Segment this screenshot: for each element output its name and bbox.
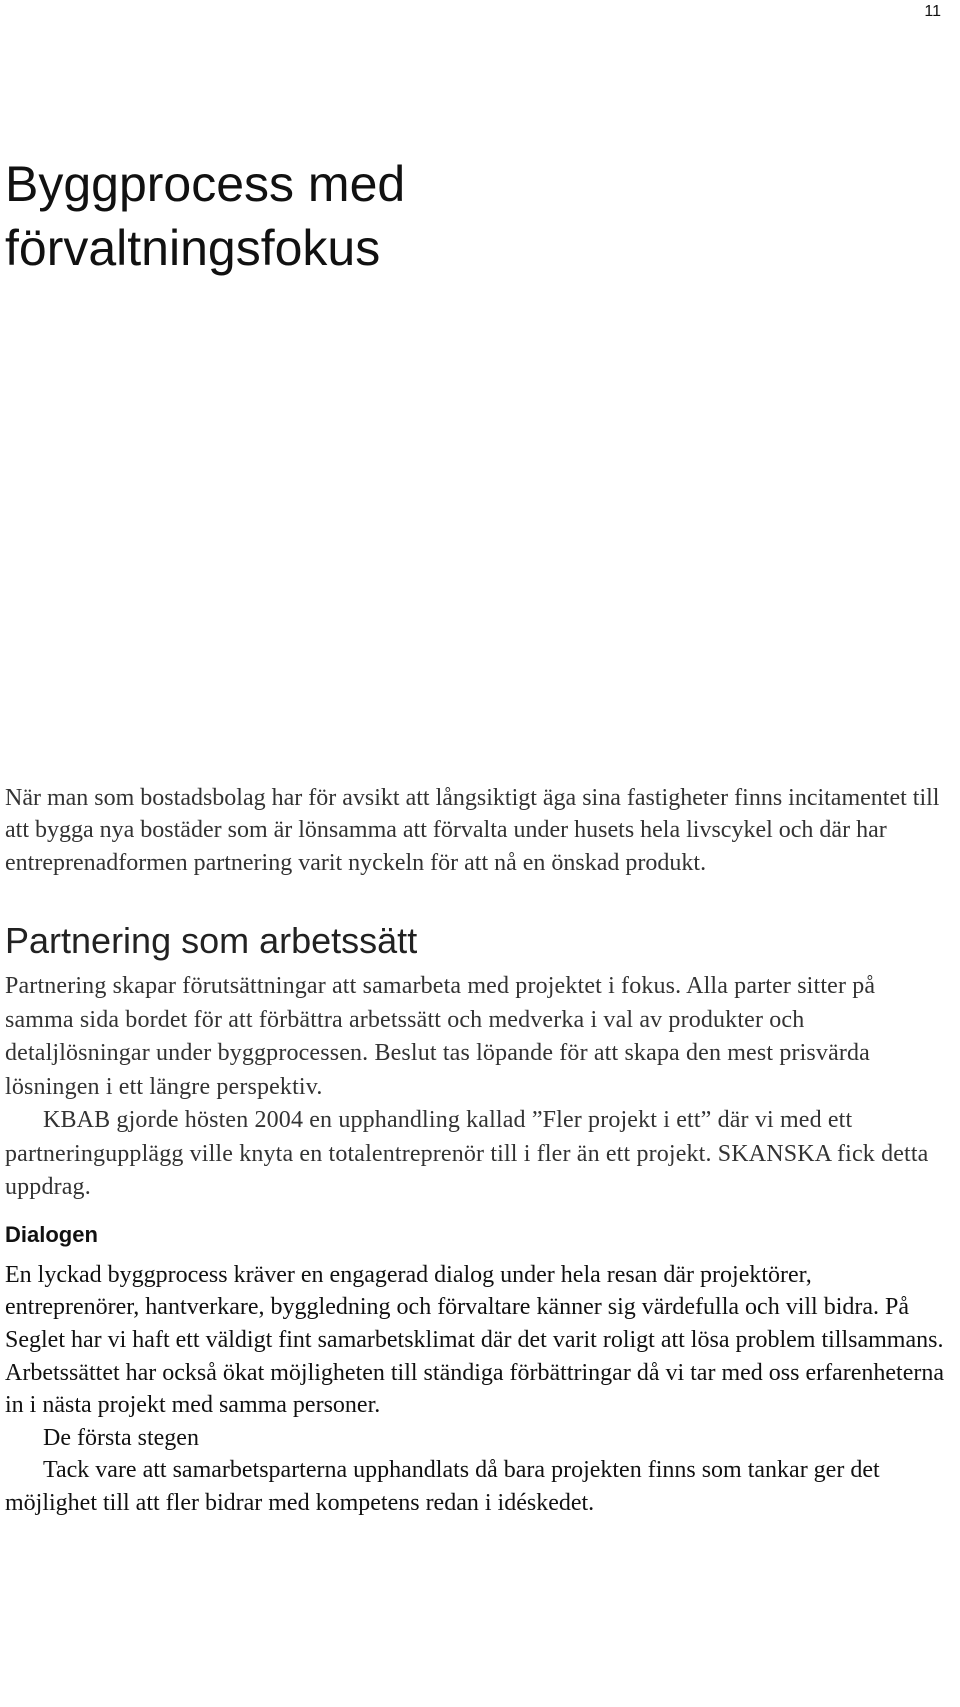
page-number: 11 (924, 3, 941, 20)
partnering-paragraph-1: Partnering skapar förutsättningar att samarbeta med projektet i fokus. Alla parter sitter på samma sida bordet för att förbättra arbetssätt och medverka i val av produkter och detaljlösningar under byggprocessen. Beslut tas löpande för att skapa den mest prisvärda lösningen i ett längre perspektiv. (5, 973, 876, 1100)
section-heading-partnering: Partnering som arbetssätt (5, 920, 418, 962)
first-steps-label: De första stegen (43, 1424, 199, 1451)
page-title (5, 152, 905, 280)
article-body (5, 782, 950, 1519)
page-title-line-1: Byggprocess med (5, 156, 406, 212)
page-title-line-2: förvaltningsfokus (5, 220, 381, 276)
section-heading-dialog: Dialogen (5, 1221, 98, 1247)
dialog-paragraph-2: Tack vare att samarbetsparterna upphandlats då bara projekten finns som tankar ger det möjlighet till att fler bidrar med kompetens redan i idéskedet. (5, 1457, 880, 1516)
dialog-paragraph-1: En lyckad byggprocess kräver en engagerad dialog under hela resan där projektörer, entreprenörer, hantverkare, byggledning och förvaltare känner sig värdefulla och vill bidra. På Seglet har vi haft ett väldigt fint samarbetsklimat där det varit roligt att lösa problem tillsammans. Arbetssättet har också ökat möjligheten till ständiga förbättringar då vi tar med oss erfarenheterna in i nästa projekt med samma personer. (5, 1261, 944, 1419)
partnering-paragraph-2: KBAB gjorde hösten 2004 en upphandling kallad ”Fler projekt i ett” där vi med ett partneringupplägg ville knyta en totalentreprenör till i fler än ett projekt. SKANSKA fick detta uppdrag. (5, 1107, 929, 1201)
intro-paragraph: När man som bostadsbolag har för avsikt att långsiktigt äga sina fastigheter finns incitamentet till att bygga nya bostäder som är lönsamma att förvalta under husets hela livscykel och där har entreprenadformen partnering varit nyckeln för att nå en önskad produkt. (5, 785, 940, 876)
